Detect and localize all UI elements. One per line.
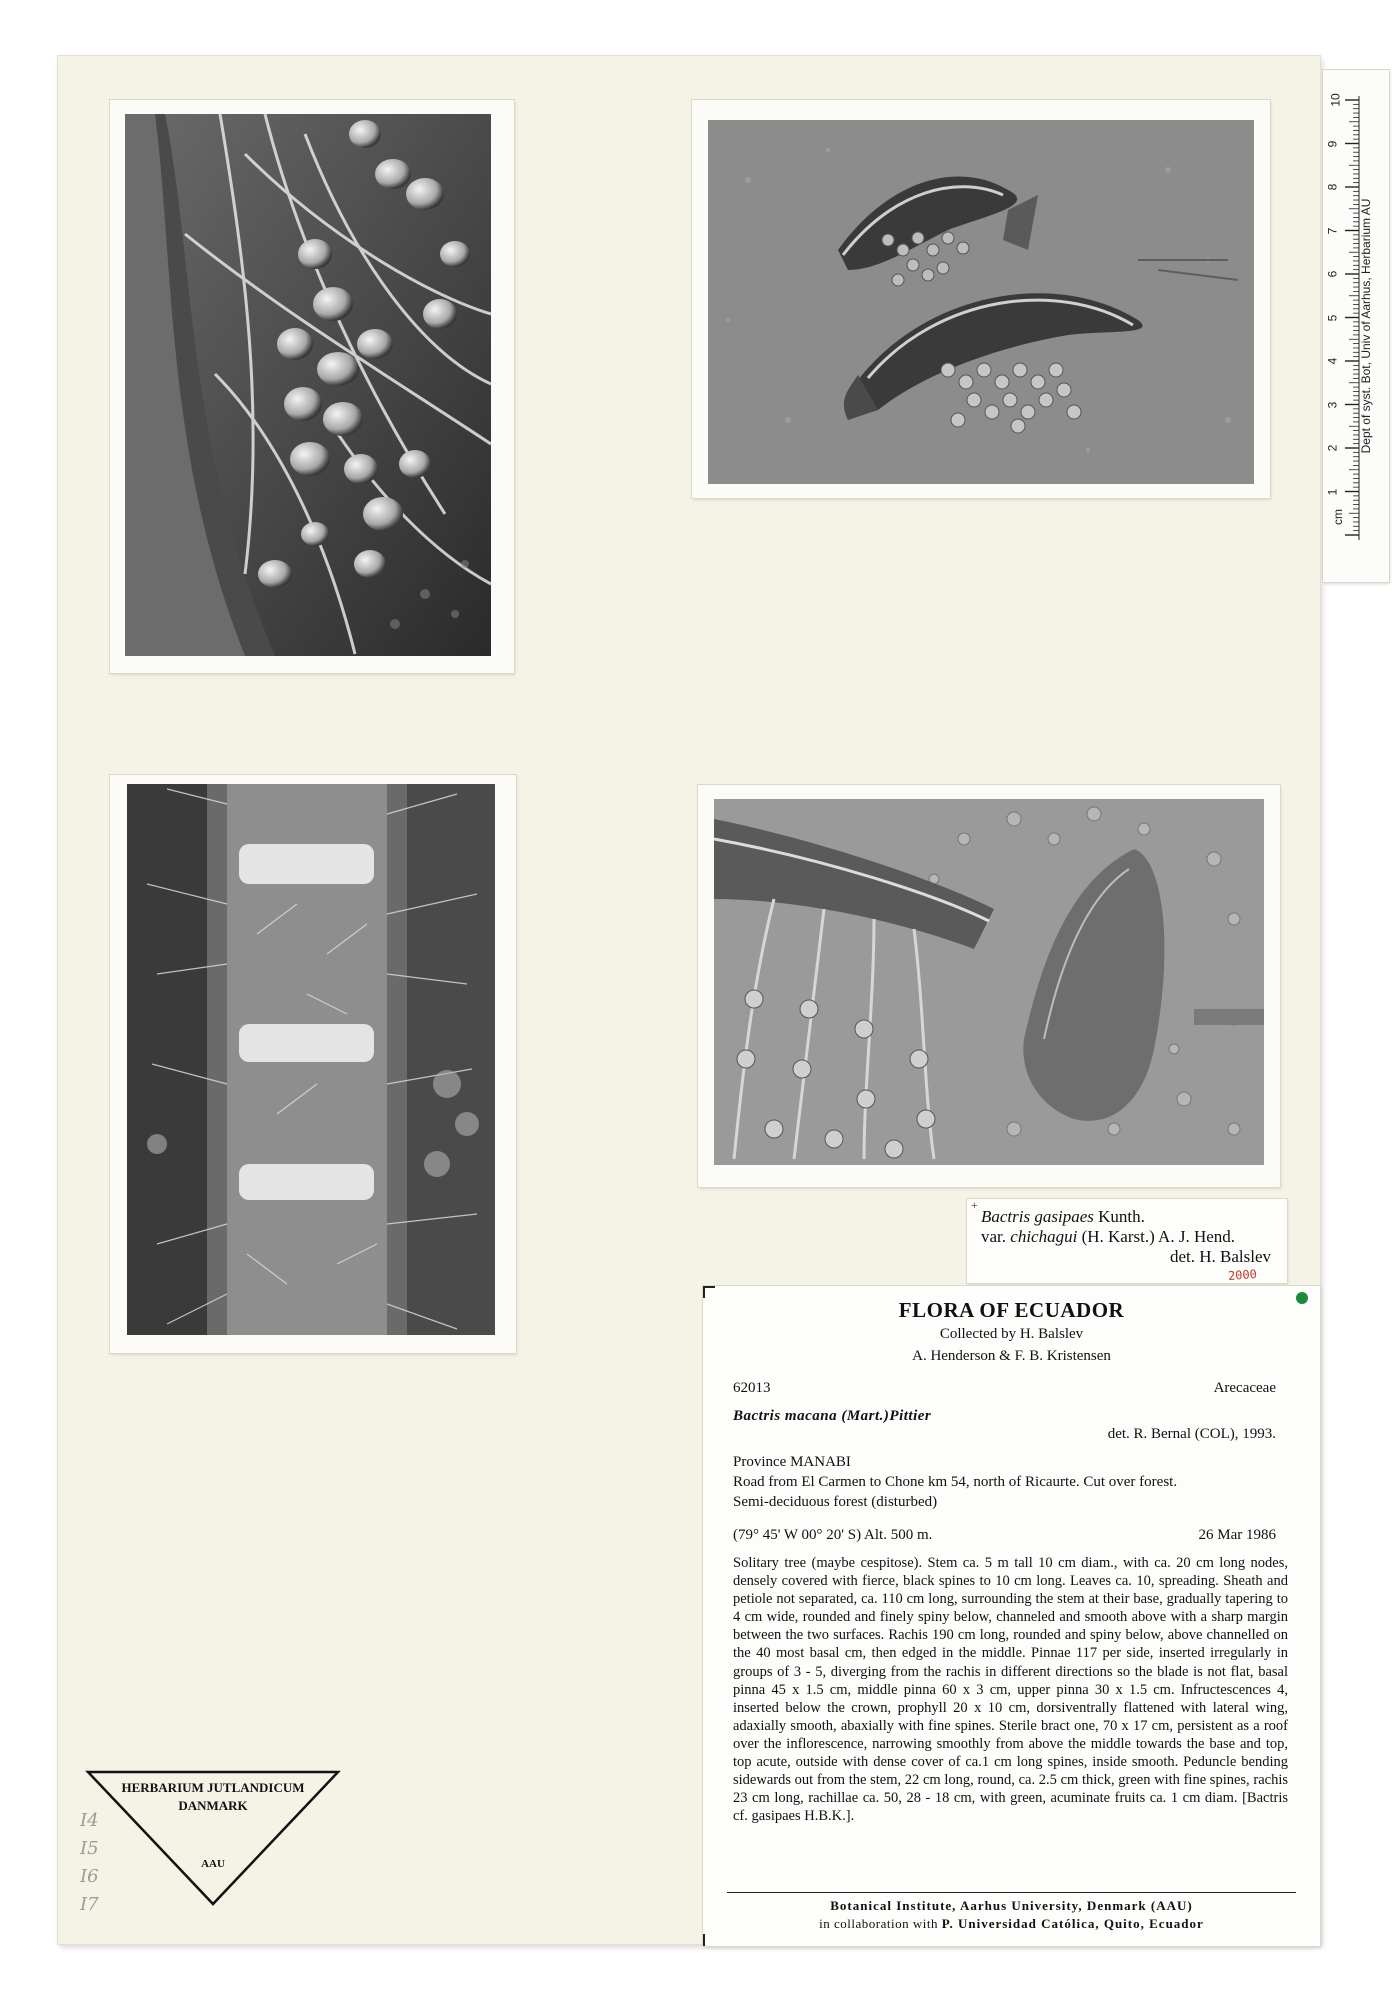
photo-fruits-closeup xyxy=(125,114,491,656)
corner-mark xyxy=(703,1286,715,1288)
herbarium-stamp xyxy=(84,1768,342,1908)
photo-mount-1 xyxy=(110,100,514,673)
ruler-number: 7 xyxy=(1325,227,1340,234)
ruler-unit-cm: cm xyxy=(1331,509,1345,525)
collection-number: 62013 xyxy=(733,1380,771,1396)
ruler-number: 1 xyxy=(1325,488,1340,495)
family-name: Arecaceae xyxy=(1213,1380,1276,1396)
pencil-mark: I5 xyxy=(80,1838,99,1859)
pencil-mark: I6 xyxy=(80,1866,99,1887)
collected-by: Collected by H. Balslev xyxy=(939,1326,1084,1342)
ruler-number: 4 xyxy=(1325,357,1340,365)
ruler-number: 3 xyxy=(1325,401,1340,408)
coordinates: (79° 45' W 00° 20' S) Alt. 500 m. xyxy=(733,1527,933,1543)
photo-infructescence-gravel xyxy=(714,799,1264,1165)
photo-mount-2 xyxy=(692,100,1270,498)
province: Province MANABI xyxy=(733,1454,851,1470)
ruler-number: 5 xyxy=(1325,314,1340,321)
collection-date: 26 Mar 1986 xyxy=(1198,1527,1276,1543)
species-name: Bactris macana (Mart.)Pittier xyxy=(733,1408,932,1424)
photo-fallen-infructescences xyxy=(708,120,1254,484)
locality-1: Road from El Carmen to Chone km 54, north of Ricaurte. Cut over forest. xyxy=(733,1474,1178,1490)
corner-mark xyxy=(703,1934,705,1946)
footer-institute: Botanical Institute, Aarhus University, Denmark (AAU) xyxy=(830,1898,1193,1913)
crosshair-mark: + xyxy=(971,1198,978,1212)
footer-divider xyxy=(727,1892,1296,1893)
stamp-line-2: DANMARK xyxy=(178,1798,248,1813)
ruler-number: 8 xyxy=(1325,183,1340,191)
collection-label xyxy=(703,1286,1320,1946)
ruler-number: 9 xyxy=(1325,140,1340,147)
stamp-line-1: HERBARIUM JUTLANDICUM xyxy=(121,1780,305,1795)
label-title: FLORA OF ECUADOR xyxy=(898,1298,1125,1322)
ruler-credit: Dept of syst. Bot, Univ of Aarhus, Herbarium AU xyxy=(1359,198,1373,454)
det-line-1: Bactris gasipaes Kunth. xyxy=(981,1207,1145,1226)
det-year: 2000 xyxy=(1227,1267,1258,1283)
determination-text: det. R. Bernal (COL), 1993. xyxy=(1107,1426,1276,1442)
stamp-line-3: AAU xyxy=(201,1858,225,1870)
locality-2: Semi-deciduous forest (disturbed) xyxy=(733,1494,938,1510)
green-dot-marker xyxy=(1296,1292,1308,1304)
pencil-mark: I4 xyxy=(80,1810,99,1831)
description: Solitary tree (maybe cespitose). Stem ca. 5 m tall 10 cm diam., with ca. 20 cm long nodes, densely covered with fierce, black spines to 10 cm long. Leaves ca. 10, spreading. Sheath and petiole not separated, ca. 110 cm long, surrounding the stem at their base, gradually tapering to 4 cm wide, rounded and finely spiny below, channeled and smooth above with a sharp margin between the two surfaces. Rachis 190 cm long, rounded and spiny below, above channelled on the 40 most basal cm, then edged in the middle. Pinnae 117 per side, inserted irregularly in groups of 3 - 5, diverging from the rachis in different directions so the blade is not flat, basal pinna 45 x 1.5 cm, middle pinna 60 x 3 cm, upper pinna 30 x 1.5 cm. Infructescences 4, inserted below the crown, prophyll 20 x 10 cm, dorsiventrally flattened with lateral wing, adaxially smooth, abaxially with fine spines. Sterile bract one, 70 x 17 cm, persistent as a roof over the inflorescence, narrowing smoothly from above the middle towards the base and top, top acute, outside with dense cover of ca.1 cm long spines, inside smooth. Peduncle bending sidewards out from the stem, 22 cm long, round, ca. 2.5 cm thick, green with fine spines, rachis 23 cm long, rachillae ca. 50, 28 - 18 cm, with green, acuminate fruits ca. 1 cm diam. [Bactris cf. gasipaes H.B.K.]. xyxy=(733,1555,1288,1825)
ruler-number: 2 xyxy=(1325,444,1340,452)
det-line-3: det. H. Balslev xyxy=(1169,1247,1271,1266)
collectors: A. Henderson & F. B. Kristensen xyxy=(912,1348,1111,1364)
ruler-number: 6 xyxy=(1325,270,1340,278)
photo-mount-3 xyxy=(110,775,516,1353)
photo-mount-4 xyxy=(698,785,1280,1187)
footer-collaboration: in collaboration with P. Universidad Católica, Quito, Ecuador xyxy=(819,1916,1204,1931)
determination-label xyxy=(967,1199,1287,1283)
photo-spiny-stem xyxy=(127,784,495,1335)
pencil-mark: I7 xyxy=(80,1894,99,1915)
ruler-number: 10 xyxy=(1328,93,1343,107)
det-line-2: var. chichagui (H. Karst.) A. J. Hend. xyxy=(981,1227,1236,1246)
